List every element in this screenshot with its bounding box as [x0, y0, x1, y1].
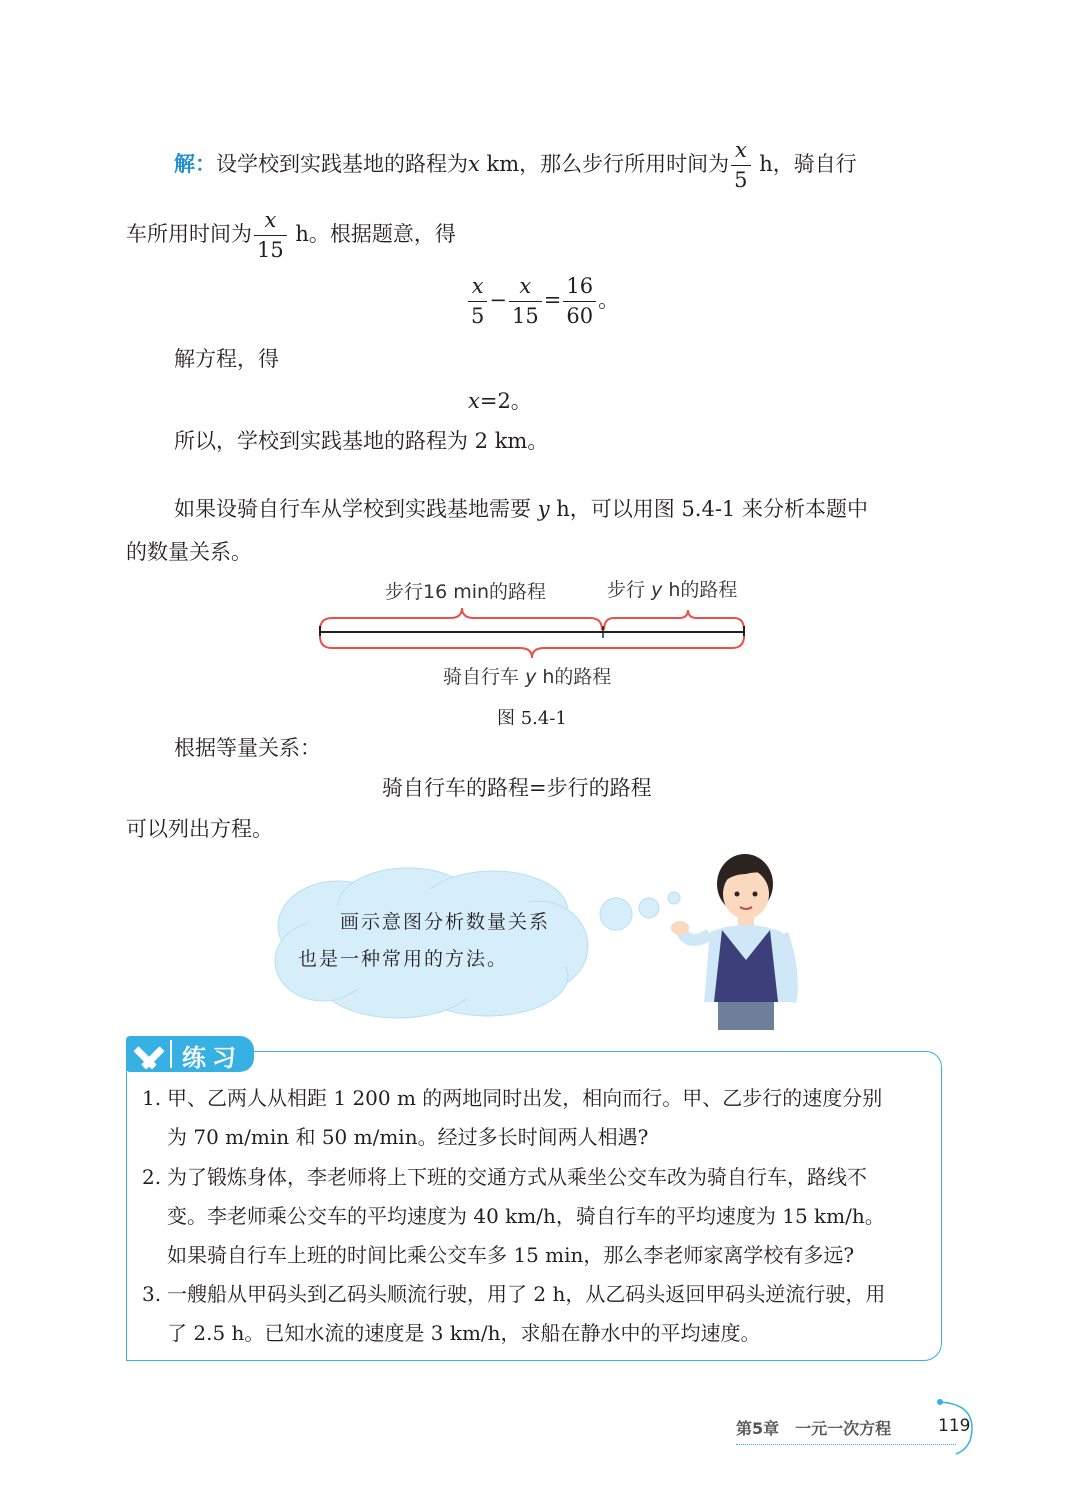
footer-dotted-line [736, 1444, 956, 1445]
footer-chapter: 第5章 一元一次方程 [736, 1419, 892, 1438]
figure-caption: 图 5.4-1 [497, 708, 567, 729]
fraction-x-over-5: $\frac{x}{5}$ [731, 140, 750, 191]
page-number: 119 [938, 1416, 971, 1436]
solution-label: 解： [174, 151, 216, 176]
brace-walk-16min [320, 608, 602, 630]
pencil-ruler-icon [132, 1037, 166, 1071]
exercise-item-3: 3. 一艘船从甲码头到乙码头顺流行驶，用了 2 h，从乙码头返回甲码头逆流行驶，用 了 2.5 h。已知水流的速度是 3 km/h，求船在静水中的平均速度。 [142, 1282, 886, 1345]
brace-bike-y [320, 636, 744, 658]
equation: $\frac{x}{5}$ − $\frac{x}{15}$ = $\frac{16}{60}$ 。 [466, 276, 619, 327]
segment-diagram [314, 600, 754, 660]
figure-label-top-left: 步行16 min的路程 [385, 581, 547, 603]
result: x=2。 [468, 389, 532, 413]
exercise-header [126, 1036, 254, 1072]
solution-line-2: 车所用时间为 $\frac{x}{15}$ h。根据题意，得 [126, 208, 456, 262]
relation-intro: 根据等量关系： [174, 736, 321, 760]
solve-text: 解方程，得 [174, 347, 279, 371]
exercise-item-2: 2. 为了锻炼身体，李老师将上下班的交通方式从乘坐公交车改为骑自行车，路线不 变。李老师乘公交车的平均速度为 40 km/h，骑自行车的平均速度为 15 km/h。 如果骑自行车上班的时间比乘公交车多 15 min，那么李老师家离学校有多远? [142, 1165, 885, 1267]
brace-walk-y [604, 610, 744, 630]
bubble-line-1: 画示意图分析数量关系 [340, 911, 551, 933]
bubble-line-2: 也是一种常用的方法。 [298, 948, 509, 970]
fraction-x-over-15: $\frac{x}{15}$ [254, 210, 287, 261]
figure-label-bottom: 骑自行车 y h的路程 [443, 666, 612, 688]
conclusion: 所以，学校到实践基地的路程为 2 km。 [174, 429, 549, 453]
exercise-title: 练习 [182, 1044, 242, 1072]
solution-line-1: 解：设学校到实践基地的路程为x km，那么步行所用时间为 $\frac{x}{5}$ h，骑自行 [174, 138, 857, 192]
boy-illustration [670, 852, 810, 1032]
exercise-item-1: 1. 甲、乙两人从相距 1 200 m 的两地同时出发，相向而行。甲、乙步行的速度分别 为 70 m/min 和 50 m/min。经过多长时间两人相遇? [142, 1086, 883, 1149]
figure-label-top-right: 步行 y h的路程 [607, 579, 738, 601]
paragraph-line-1: 如果设骑自行车从学校到实践基地需要 y h，可以用图 5.4-1 来分析本题中 [174, 497, 868, 521]
page-number-arc [920, 1398, 980, 1458]
paragraph-line-2: 的数量关系。 [126, 540, 252, 564]
relation-equation: 骑自行车的路程=步行的路程 [382, 776, 652, 800]
relation-outro: 可以列出方程。 [126, 817, 273, 841]
